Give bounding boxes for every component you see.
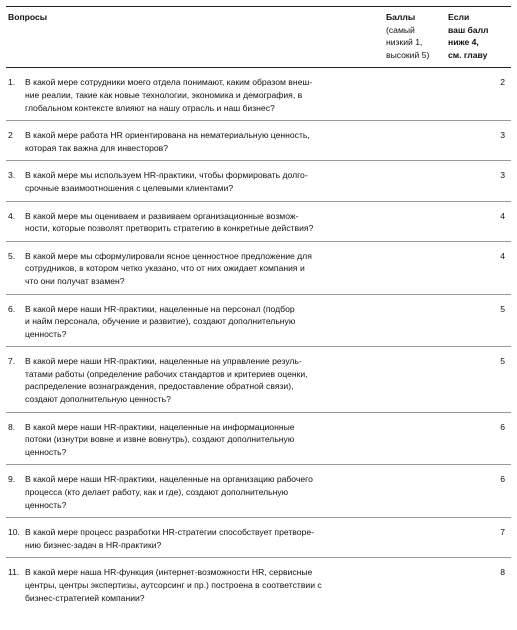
question-number: 11.	[8, 567, 20, 578]
question-text-line: глобальном контексте влияют на нашу отрасль и наш бизнес?	[25, 102, 275, 113]
chapter-cell: 3	[444, 121, 511, 161]
question-text-line: ценность?	[25, 499, 67, 510]
question-text-line: ние реалии, такие как новые технологии, экономика и демография, в	[25, 89, 303, 100]
question-text-line: В какой мере наши HR-практики, нацеленные на управление резуль-	[25, 356, 302, 367]
score-cell[interactable]	[382, 161, 444, 201]
question-text-line: ценность?	[25, 328, 67, 339]
question-cell	[6, 558, 382, 610]
question-text-line: ценность?	[25, 446, 67, 457]
question-text-line: В какой мере наши HR-практики, нацеленные на информационные	[25, 421, 295, 432]
header-chapter-line: см. главу	[448, 49, 488, 60]
score-cell[interactable]	[382, 347, 444, 412]
question-cell	[6, 347, 382, 412]
score-cell[interactable]	[382, 412, 444, 465]
question-number: 5.	[8, 250, 16, 261]
question-text-line: В какой мере наши HR-практики, нацеленные на персонал (подбор	[25, 303, 295, 314]
score-cell[interactable]	[382, 241, 444, 294]
table-row	[6, 201, 511, 241]
question-text-line: сотрудников, в котором четко указано, что от них ожидает компания и	[25, 263, 305, 274]
score-cell[interactable]	[382, 68, 444, 121]
question-text-line: создают дополнительную ценность?	[25, 394, 171, 405]
question-cell	[6, 201, 382, 241]
question-text-line: и найм персонала, обучение и развитие), создают дополнительную	[25, 316, 296, 327]
question-number: 7.	[8, 356, 16, 367]
question-number: 6.	[8, 303, 16, 314]
chapter-cell: 6	[444, 412, 511, 465]
question-cell	[6, 412, 382, 465]
question-wrap	[8, 76, 378, 114]
question-text-line: что они получат взамен?	[25, 275, 125, 286]
header-chapter-line: ниже 4,	[448, 37, 479, 48]
header-chapter	[444, 7, 511, 68]
question-text-line: В какой мере мы используем HR-практики, чтобы формировать долго-	[25, 170, 308, 181]
header-score-sub: высокий 5)	[386, 49, 430, 60]
table-header-row	[6, 7, 511, 68]
header-score	[382, 7, 444, 68]
header-score-sub: низкий 1,	[386, 37, 423, 48]
question-text-line: нию бизнес-задач в HR-практики?	[25, 539, 162, 550]
table-row	[6, 121, 511, 161]
question-text	[25, 210, 378, 235]
header-questions	[6, 7, 382, 68]
question-cell	[6, 241, 382, 294]
question-text-line: В какой мере наши HR-практики, нацеленные на организацию рабочего	[25, 474, 313, 485]
question-text-line: В какой мере мы оцениваем и развиваем организационные возмож-	[25, 210, 299, 221]
question-text-line: бизнес-стратегией компании?	[25, 592, 145, 603]
table-row	[6, 294, 511, 347]
survey-body	[6, 68, 511, 610]
table-row	[6, 161, 511, 201]
question-text-line: потоки (изнутри вовне и извне вовнутрь), создают дополнительную	[25, 434, 295, 445]
table-row	[6, 465, 511, 518]
score-cell[interactable]	[382, 201, 444, 241]
header-chapter-line: ваш балл	[448, 24, 489, 35]
question-text	[25, 169, 378, 194]
question-wrap	[8, 355, 378, 405]
header-score-title: Баллы	[386, 12, 416, 22]
score-cell[interactable]	[382, 518, 444, 558]
question-number: 10.	[8, 527, 20, 538]
question-text-line: В какой мере мы сформулировали ясное ценностное предложение для	[25, 250, 312, 261]
question-wrap	[8, 421, 378, 459]
question-wrap	[8, 250, 378, 288]
hr-survey-table	[6, 6, 511, 610]
question-text-line: ности, которые позволят претворить стратегию в конкретные действия?	[25, 223, 314, 234]
question-text	[25, 473, 378, 511]
question-cell	[6, 465, 382, 518]
question-wrap	[8, 526, 378, 551]
score-cell[interactable]	[382, 558, 444, 610]
chapter-cell: 6	[444, 465, 511, 518]
question-cell	[6, 294, 382, 347]
question-text-line: В какой мере работа HR ориентирована на нематериальную ценность,	[25, 130, 310, 141]
question-wrap	[8, 169, 378, 194]
question-text	[25, 250, 378, 288]
score-cell[interactable]	[382, 465, 444, 518]
chapter-cell: 5	[444, 347, 511, 412]
question-text-line: В какой мере наша HR-функция (интернет-возможности HR, сервисные	[25, 567, 313, 578]
header-chapter-line: Если	[448, 12, 470, 22]
score-cell[interactable]	[382, 294, 444, 347]
chapter-cell: 7	[444, 518, 511, 558]
question-number: 1.	[8, 77, 16, 88]
question-text	[25, 129, 378, 154]
table-row	[6, 68, 511, 121]
table-row	[6, 412, 511, 465]
question-number: 4.	[8, 210, 16, 221]
question-cell	[6, 121, 382, 161]
table-row	[6, 518, 511, 558]
question-number: 8.	[8, 421, 16, 432]
question-wrap	[8, 303, 378, 341]
table-row	[6, 241, 511, 294]
question-text	[25, 76, 378, 114]
question-text-line: которая так важна для инвесторов?	[25, 142, 169, 153]
header-score-sub: (самый	[386, 24, 415, 35]
question-text-line: распределение вознаграждения, предоставление обратной связи),	[25, 381, 294, 392]
question-text-line: В какой мере сотрудники моего отдела понимают, каким образом внеш-	[25, 77, 313, 88]
question-wrap	[8, 566, 378, 604]
table-row	[6, 347, 511, 412]
question-wrap	[8, 210, 378, 235]
score-cell[interactable]	[382, 121, 444, 161]
question-cell	[6, 161, 382, 201]
chapter-cell: 5	[444, 294, 511, 347]
question-text-line: В какой мере процесс разработки HR-стратегии способствует претворе-	[25, 527, 314, 538]
question-text	[25, 421, 378, 459]
question-text	[25, 355, 378, 405]
question-number: 9.	[8, 474, 16, 485]
table-row	[6, 558, 511, 610]
question-text	[25, 566, 378, 604]
question-wrap	[8, 473, 378, 511]
chapter-cell: 3	[444, 161, 511, 201]
question-text-line: центры, центры экспертизы, аутсорсинг и пр.) построена в соответствии с	[25, 580, 322, 590]
question-text	[25, 303, 378, 341]
chapter-cell: 4	[444, 241, 511, 294]
question-text-line: татами работы (определение рабочих стандартов и критериев оценки,	[25, 368, 308, 379]
question-text-line: процесса (кто делает работу, как и где), создают дополнительную	[25, 487, 289, 498]
chapter-cell: 4	[444, 201, 511, 241]
chapter-cell: 2	[444, 68, 511, 121]
question-text	[25, 526, 378, 551]
question-text-line: срочные взаимоотношения с целевыми клиентами?	[25, 182, 234, 193]
header-questions-label: Вопросы	[8, 12, 48, 22]
chapter-cell: 8	[500, 567, 505, 578]
question-cell	[6, 518, 382, 558]
question-cell	[6, 68, 382, 121]
question-number: 2	[8, 130, 13, 141]
question-wrap	[8, 129, 378, 154]
question-number: 3.	[8, 170, 16, 181]
